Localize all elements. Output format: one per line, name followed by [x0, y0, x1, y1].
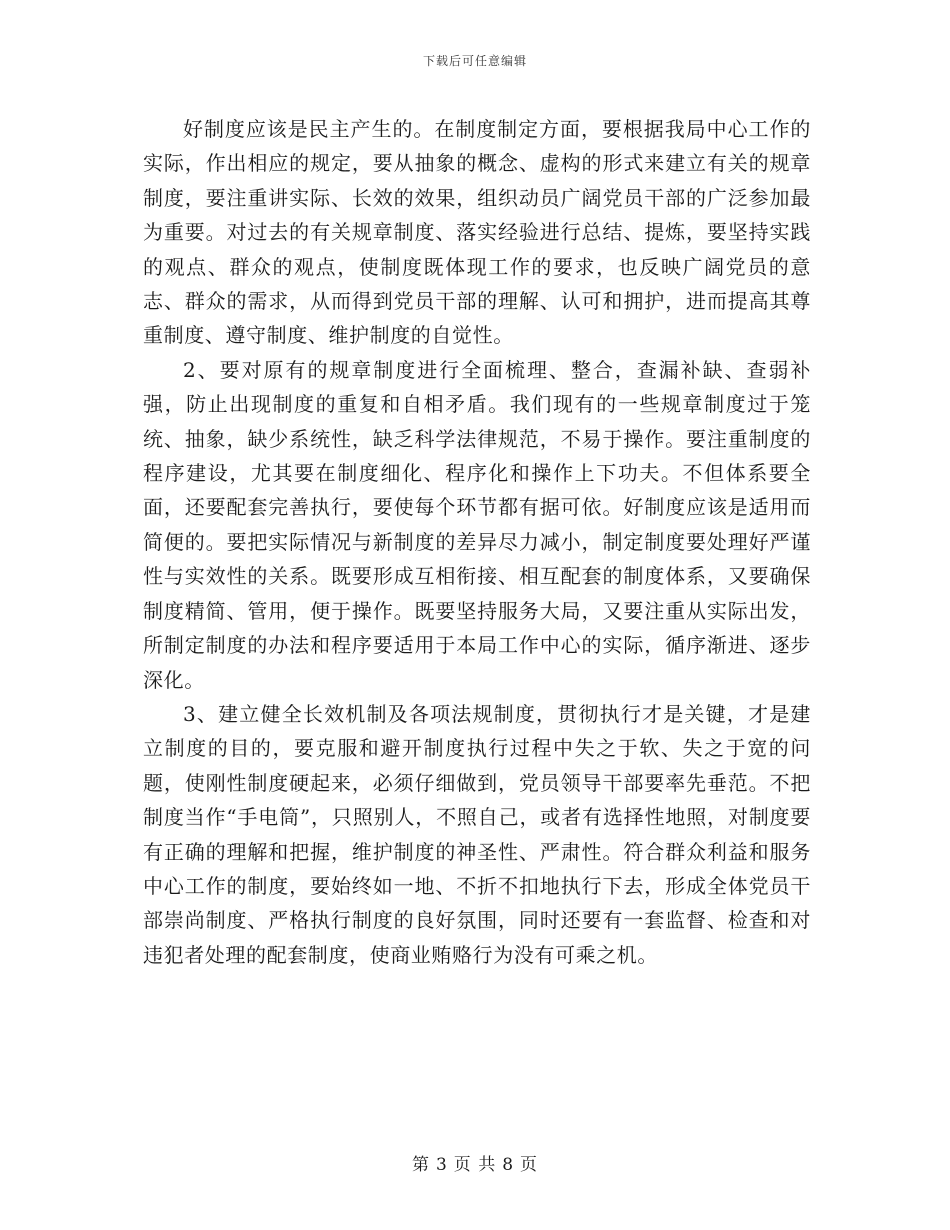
page-footer [0, 1150, 950, 1175]
paragraph-2: 2、要对原有的规章制度进行全面梳理、整合，查漏补缺、查弱补强，防止出现制度的重复和自相矛盾。我们现有的一些规章制度过于笼统、抽象，缺少系统性，缺乏科学法律规范，不易于操作。要注重制度的程序建设，尤其要在制度细化、程序化和操作上下功夫。不但体系要全面，还要配套完善执行，要使每个环节都有据可依。好制度应该是适用而简便的。要把实际情况与新制度的差异尽力减小，制定制度要处理好严谨性与实效性的关系。既要形成互相衔接、相互配套的制度体系，又要确保制度精简、管用，便于操作。既要坚持服务大局，又要注重从实际出发，所制定制度的办法和程序要适用于本局工作中心的实际，循序渐进、逐步深化。 [143, 357, 811, 692]
footer-prefix: 第 [411, 1155, 430, 1175]
page-header: 下载后可任意编辑 [422, 54, 527, 68]
paragraph-3: 3、建立健全长效机制及各项法规制度，贯彻执行才是关键，才是建立制度的目的，要克服和避开制度执行过程中失之于软、失之于宽的问题，使刚性制度硬起来，必须仔细做到，党员领导干部要率先垂范。不把制度当作“手电筒”，只照别人，不照自己，或者有选择性地照，对制度要有正确的理解和把握，维护制度的神圣性、严肃性。符合群众利益和服务中心工作的制度，要始终如一地、不折不扣地执行下去，形成全体党员干部崇尚制度、严格执行制度的良好氛围，同时还要有一套监督、检查和对违犯者处理的配套制度，使商业贿赂行为没有可乘之机。 [143, 701, 811, 967]
document-body [143, 112, 811, 972]
footer-total-pages: 8 [502, 1155, 515, 1175]
paragraph-1: 好制度应该是民主产生的。在制度制定方面，要根据我局中心工作的实际，作出相应的规定，要从抽象的概念、虚构的形式来建立有关的规章制度，要注重讲实际、长效的效果，组织动员广阔党员干部的广泛参加最为重要。对过去的有关规章制度、落实经验进行总结、提炼，要坚持实践的观点、群众的观点，使制度既体现工作的要求，也反映广阔党员的意志、群众的需求，从而得到党员干部的理解、认可和拥护，进而提高其尊重制度、遵守制度、维护制度的自觉性。 [143, 117, 811, 348]
footer-middle: 页 共 [453, 1155, 497, 1175]
footer-suffix: 页 [520, 1155, 539, 1175]
footer-page-number: 3 [435, 1155, 448, 1175]
